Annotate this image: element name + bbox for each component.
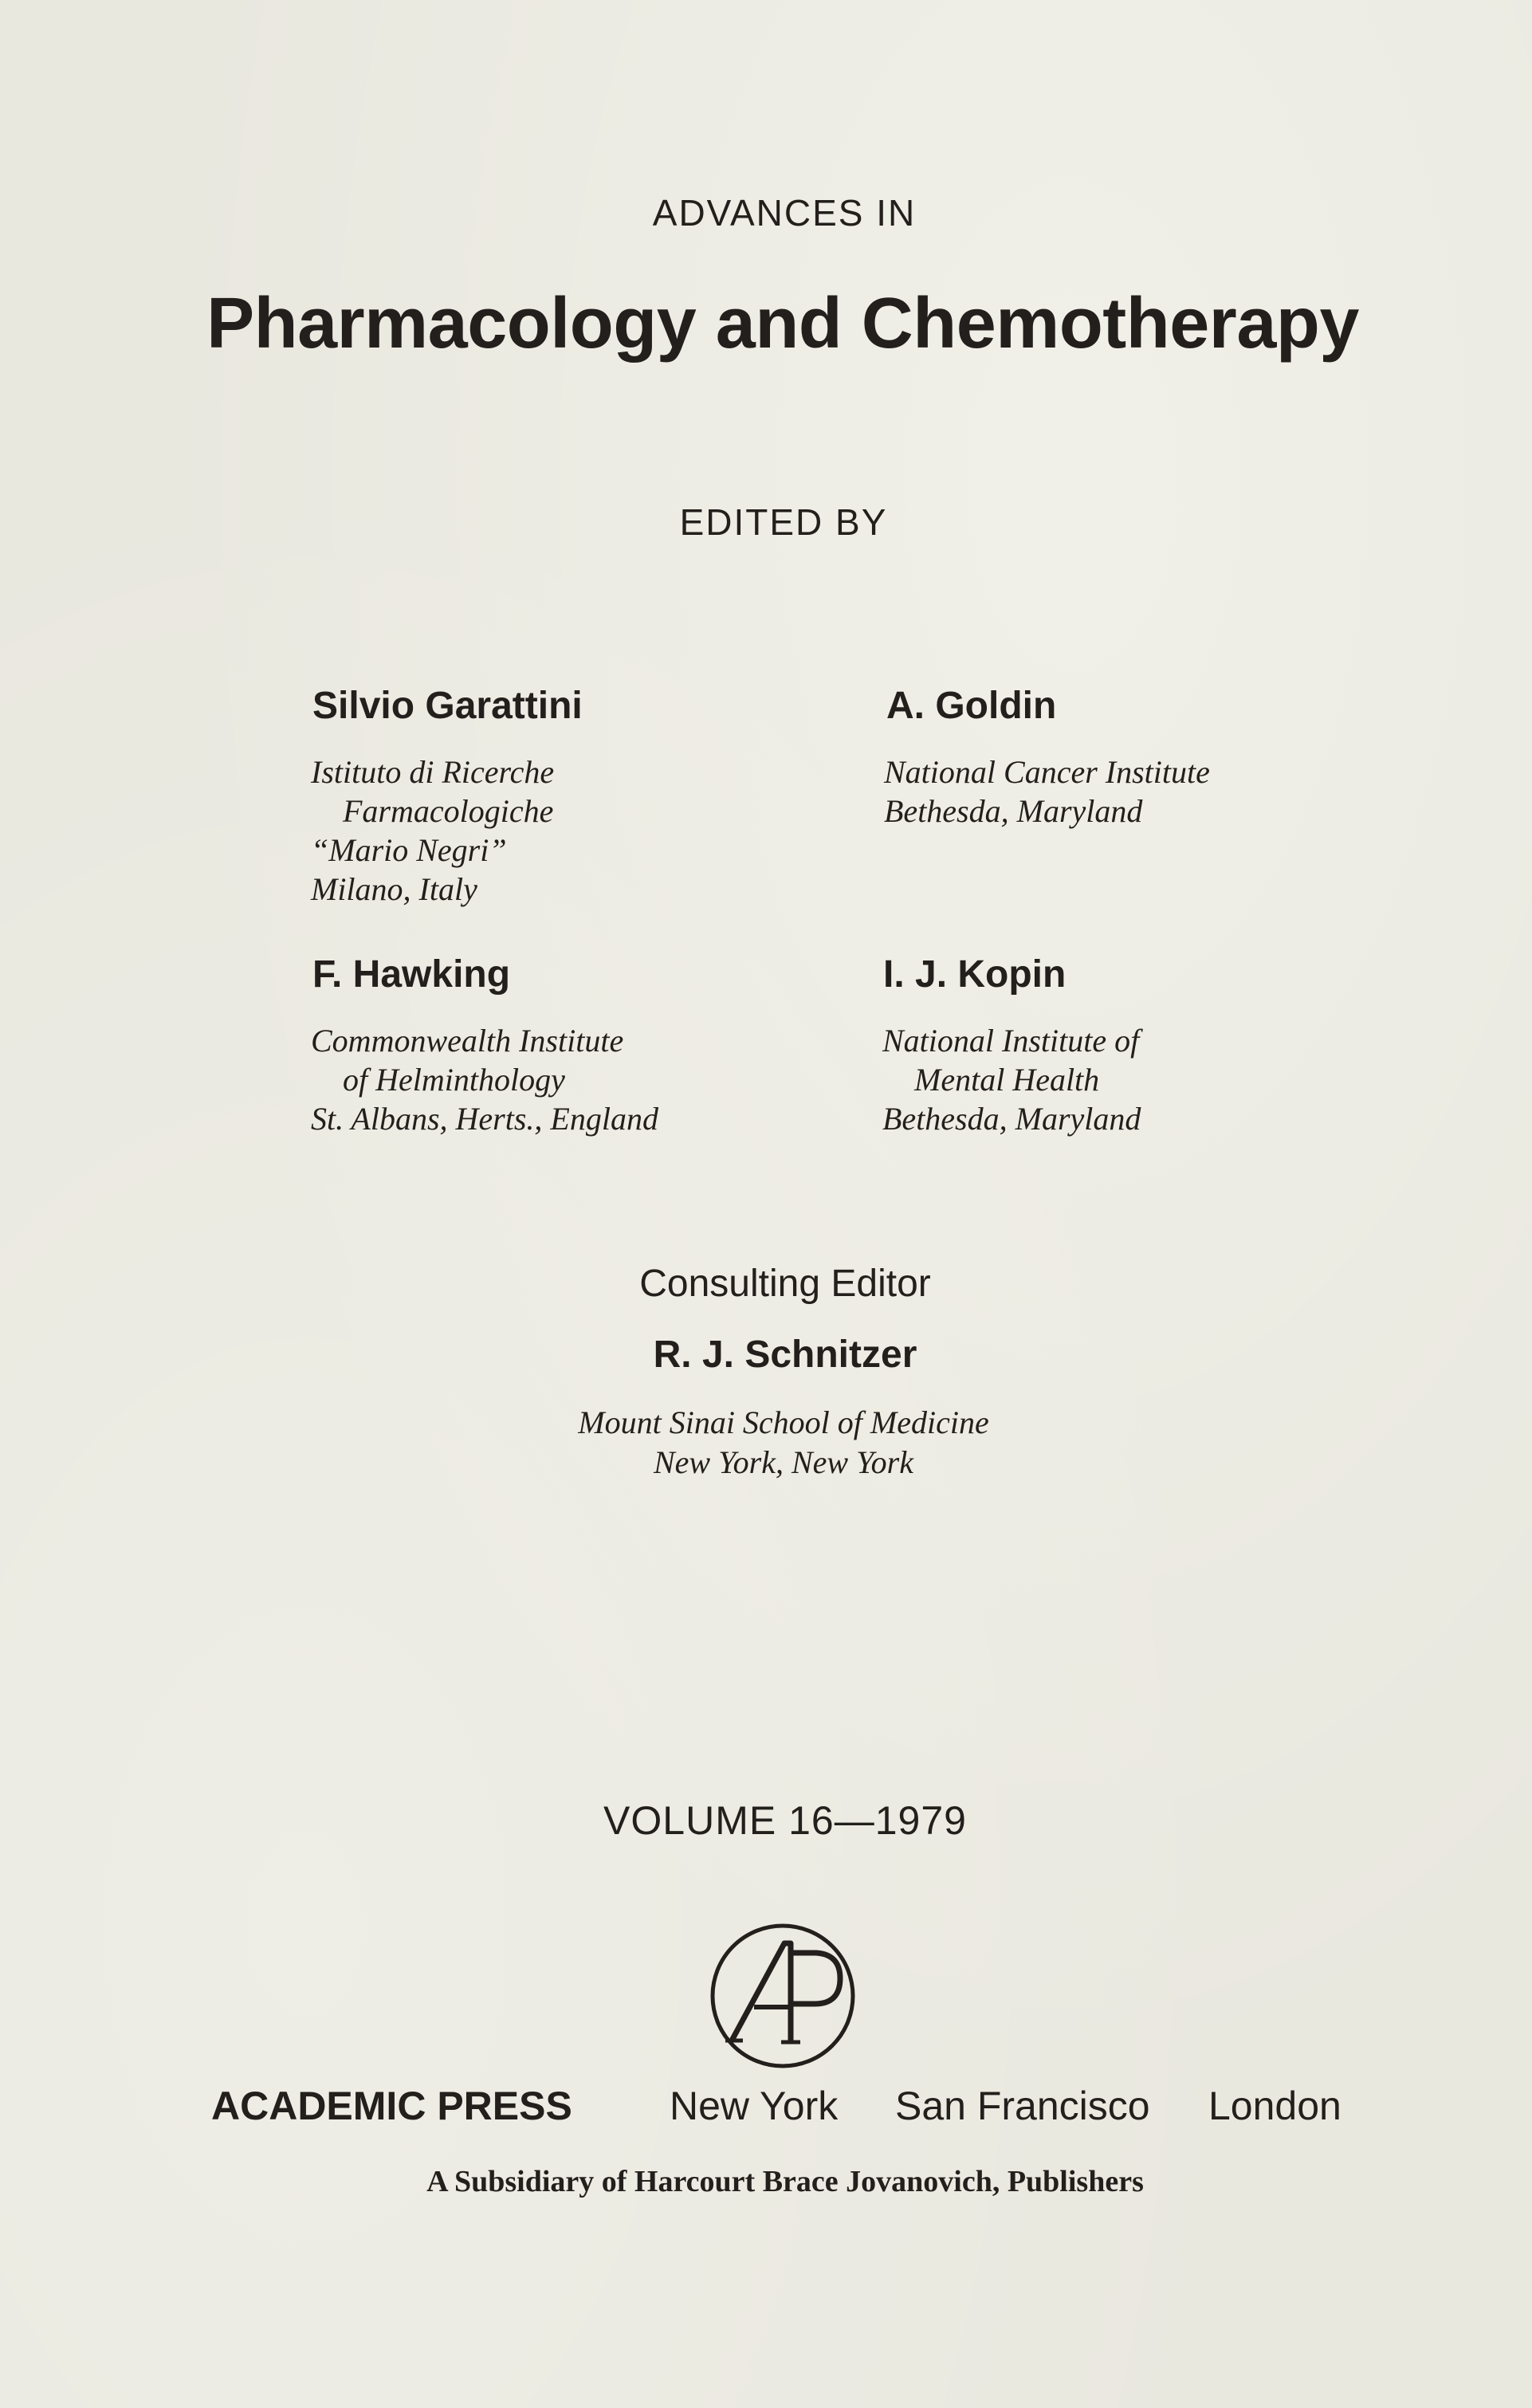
affiliation-line: of Helminthology: [343, 1062, 565, 1098]
affiliation-line: Bethesda, Maryland: [884, 793, 1143, 829]
editor-affiliation-goldin: [884, 752, 1210, 831]
consulting-editor-name: R. J. Schnitzer: [653, 1334, 917, 1376]
affiliation-line: Farmacologiche: [343, 793, 554, 829]
edited-by-label: EDITED BY: [679, 501, 888, 543]
editor-name-kopin: I. J. Kopin: [883, 953, 1067, 996]
volume-label: VOLUME 16—1979: [603, 1798, 967, 1843]
publisher-city-san-francisco: San Francisco: [895, 2084, 1150, 2128]
editor-affiliation-garattini: [311, 752, 554, 909]
series-prefix: ADVANCES IN: [652, 192, 917, 234]
academic-press-logo-icon: [708, 1921, 858, 2071]
editor-name-goldin: A. Goldin: [886, 685, 1057, 727]
affiliation-line: Istituto di Ricerche: [311, 754, 555, 790]
affiliation-line: National Institute of: [882, 1023, 1140, 1059]
publisher-name: ACADEMIC PRESS: [211, 2084, 572, 2128]
affiliation-line: “Mario Negri”: [311, 832, 507, 868]
editor-name-hawking: F. Hawking: [312, 953, 511, 996]
affiliation-line: Bethesda, Maryland: [882, 1101, 1141, 1137]
affiliation-line: New York, New York: [653, 1444, 913, 1480]
affiliation-line: Milano, Italy: [311, 871, 477, 907]
affiliation-line: St. Albans, Herts., England: [311, 1101, 658, 1137]
affiliation-line: National Cancer Institute: [884, 754, 1210, 790]
editor-name-garattini: Silvio Garattini: [312, 685, 583, 727]
publisher-city-london: London: [1208, 2084, 1341, 2128]
publisher-city-new-york: New York: [670, 2084, 839, 2128]
book-title: Pharmacology and Chemotherapy: [206, 284, 1359, 363]
affiliation-line: Mental Health: [914, 1062, 1100, 1098]
affiliation-line: Commonwealth Institute: [311, 1023, 624, 1059]
editor-affiliation-hawking: [311, 1021, 658, 1138]
publisher-subsidiary-note: A Subsidiary of Harcourt Brace Jovanovich, Publishers: [426, 2165, 1144, 2198]
consulting-editor-affiliation: [0, 1403, 1532, 1483]
editor-affiliation-kopin: [882, 1021, 1141, 1138]
consulting-editor-label: Consulting Editor: [639, 1263, 931, 1305]
affiliation-line: Mount Sinai School of Medicine: [578, 1404, 989, 1440]
